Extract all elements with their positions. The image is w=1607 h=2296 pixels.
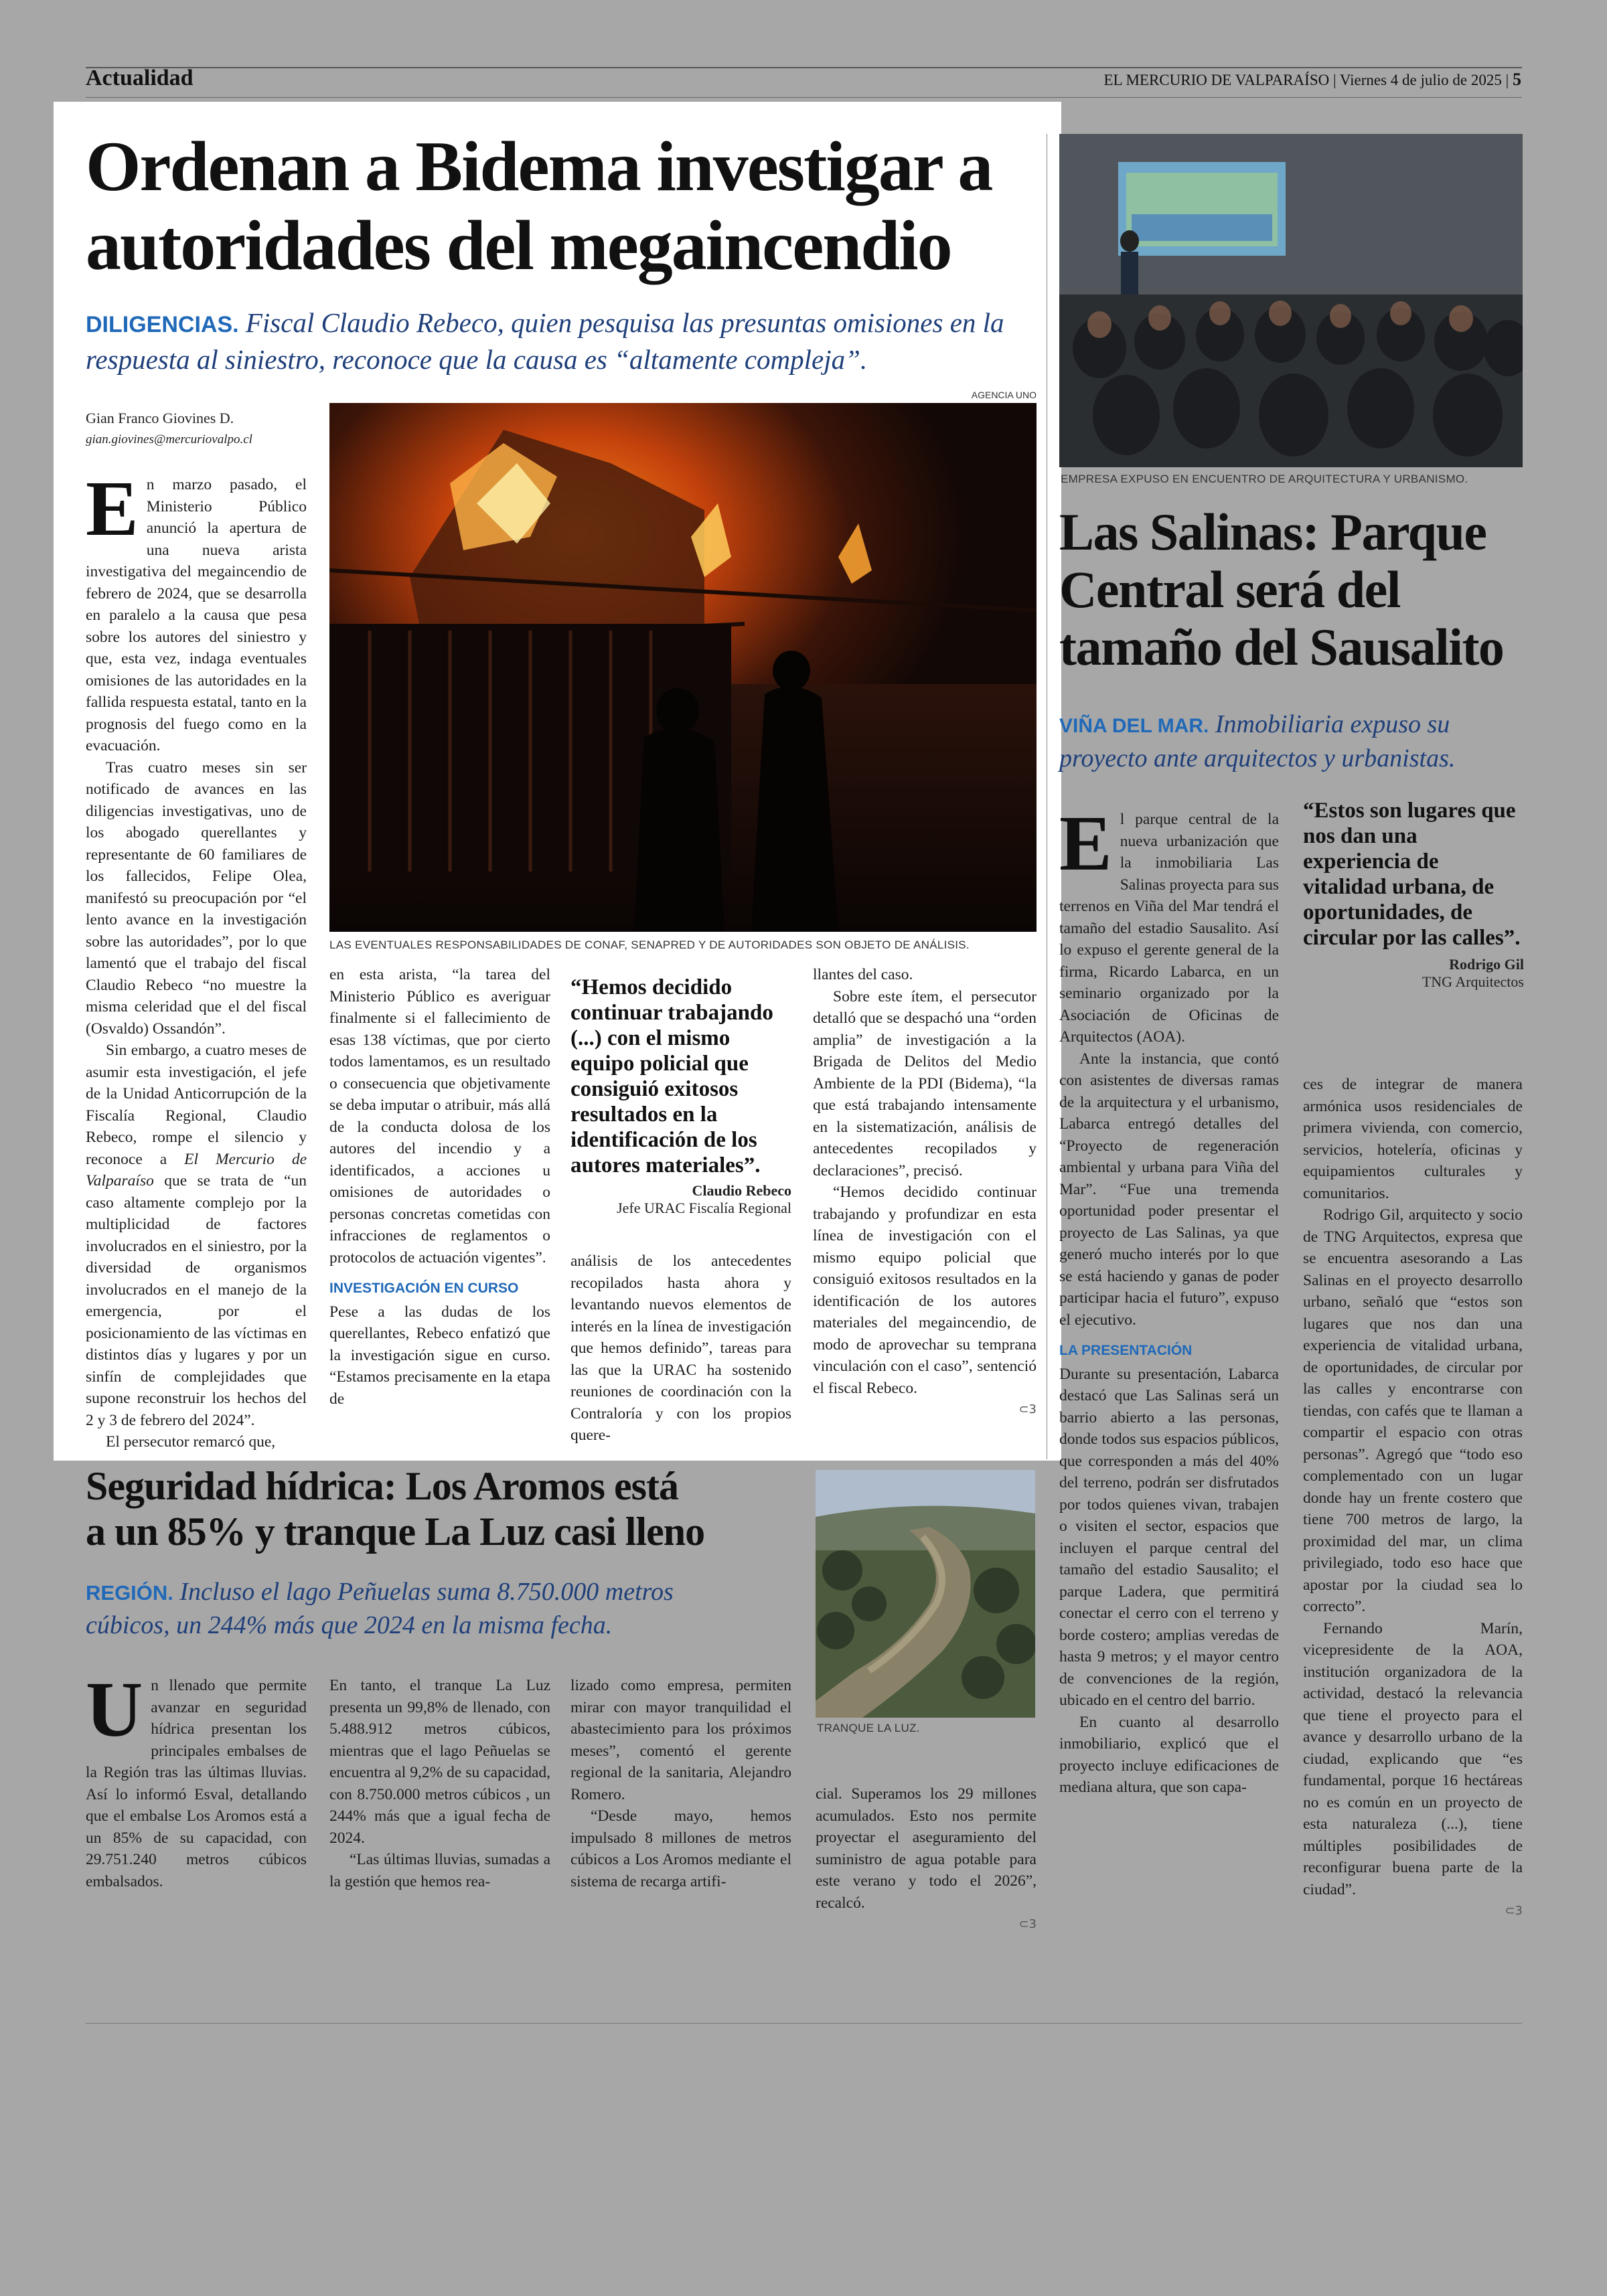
main-col1-p2: Tras cuatro meses sin ser notificado de avances en las diligencias investigativas, uno de los abogado querellantes y representante de 60 familiares de los fallecidos, Felipe Olea, manifestó su preocupación por “el lento avance en la investigación sobre las autoridades”, por lo que lamentó que el trabajo del fiscal Claudio Rebeco “no muestre la misma celeridad que el del fiscal (Osvaldo) Ossandón”.: [86, 758, 307, 1038]
main-col-1: [86, 465, 307, 1453]
side-headline: [1059, 503, 1528, 676]
water-headline-line2: a un 85% y tranque La Luz casi lleno: [86, 1509, 705, 1554]
side-col1-p4: En cuanto al desarrollo inmobiliario, explicó que el proyecto incluye edificaciones de mediana altura, que son capa-: [1059, 1713, 1279, 1796]
side-subhead-presentacion: LA PRESENTACIÓN: [1059, 1343, 1193, 1358]
page-number: 5: [1513, 70, 1521, 89]
water-col-2: [329, 1675, 550, 1892]
main-headline: [86, 127, 1063, 285]
tranque-photo: [816, 1470, 1035, 1718]
side-col1-p3: Durante su presentación, Labarca destacó que Las Salinas será un barrio abierto a las personas, donde todos sus espacios públicos, que corresponden a más del 40% del terreno, podrán ser disfrutados por todos quienes vivan, trabajen o visiten el sector, espacios que incluyen el parque central del tamaño del estadio Sausalito; el parque Ladera, que permitirá conectar el cerro con el terreno y borde costero; amplias veredas de hasta 9 metros; y el mayor centro de convenciones de la región, ubicado en el centro del barrio.: [1059, 1365, 1279, 1709]
pull-quote-text: “Hemos decidido continuar trabajando (...) con el mismo equipo policial que consiguió exitosos resultados en la identificación de los autores materiales”.: [570, 975, 773, 1177]
section-label: Actualidad: [86, 66, 194, 90]
side-dropcap: E: [1059, 799, 1112, 887]
main-col-3: [570, 1250, 791, 1447]
photo-credit: AGENCIA UNO: [971, 390, 1037, 400]
main-headline-line2: autoridades del megaincendio: [86, 206, 951, 284]
masthead: [718, 70, 1521, 90]
water-end-mark: ⊂3: [1018, 1917, 1037, 1931]
side-end-mark: ⊂3: [1505, 1904, 1523, 1918]
water-col-1: [86, 1665, 307, 1892]
seminar-photo-caption: EMPRESA EXPUSO EN ENCUENTRO DE ARQUITECTURA Y URBANISMO.: [1061, 473, 1468, 485]
water-dropcap: U: [86, 1665, 143, 1753]
side-col2-p2: Rodrigo Gil, arquitecto y socio de TNG Arquitectos, expresa que se encuentra asesorando a Las Salinas en el proyecto desarrollo urbano, señaló que “estos son lugares que nos dan una experiencia de vitalidad urbana, de oportunidades, de circular por las calles y encontrarse con tiendas, con cafés que te llaman a compartir el espacio con otras personas”. Agregó que “todo eso complementado con un lugar donde hay un frente costero que tiene 700 metros de largo, la proximidad del mar, un clima privilegiado, todo eso hace que apostar por la ciudad sea lo correcto”.: [1303, 1206, 1523, 1615]
main-deck-line2: respuesta al siniestro, reconoce que la causa es “altamente compleja”.: [86, 344, 868, 375]
tranque-photo-image: [816, 1470, 1035, 1718]
issue-date: | Viernes 4 de julio de 2025 |: [1332, 72, 1509, 88]
water-col3-p1: lizado como empresa, permiten mirar con mayor tranquilidad el abastecimiento para los próximos meses”, comentó el gerente regional de la sanitaria, Alejandro Romero.: [570, 1677, 791, 1803]
main-col1-p1: n marzo pasado, el Ministerio Público anunció la apertura de una nueva arista investigativa del megaincendio de febrero de 2024, que se desarrolla en paralelo a la causa que pesa sobre los autores del siniestro y que, esta vez, indaga eventuales omisiones de las autoridades en la fallida respuesta estatal, tanto en la prognosis del fuego como en la evacuación.: [86, 476, 307, 754]
side-col2-p3: Fernando Marín, vicepresidente de la AOA, institución organizadora de la actividad, destacó la relevancia que tiene el proyecto para el avance y desarrollo urbano de la ciudad, explicando que “es fundamental, porque 16 hectáreas no es común en un proyecto de esta naturaleza (...), tiene múltiples posibilidades de reconfigurar buena parte de la ciudad”.: [1303, 1619, 1523, 1898]
main-col3-p1: análisis de los antecedentes recopilados hasta ahora y levantando nuevos elementos de interés en la línea de investigación que hemos definido”, tareas para las que la URAC ha sostenido reuniones de coordinación con la Contraloría y con los propios quere-: [570, 1252, 791, 1444]
header-top-rule: [86, 67, 1522, 68]
fire-photo-caption: LAS EVENTUALES RESPONSABILIDADES DE CONAF, SENAPRED Y DE AUTORIDADES SON OBJETO DE ANÁLISIS.: [329, 938, 970, 951]
main-col-4: [813, 964, 1037, 1421]
water-col2-p1: En tanto, el tranque La Luz presenta un 99,8% de llenado, con 5.488.912 metros cúbicos, mientras que el lago Peñuelas se encuentra al 9,2% de su capacidad, con 8.750.000 metros cúbicos , un 244% más que a igual fecha de 2024.: [329, 1677, 550, 1847]
water-kicker: REGIÓN.: [86, 1581, 173, 1605]
pull-quote-author: Claudio Rebeco: [692, 1182, 791, 1199]
water-col1-p1: n llenado que permite avanzar en seguridad hídrica presentan los principales embalses de la Región tras las últimas lluvias. Así lo informó Esval, detallando que el embalse Los Aromos está a un 85% de su capacidad, con 29.751.240 metros cúbicos embalsados.: [86, 1677, 307, 1890]
main-col1-p3: [86, 1040, 307, 1431]
main-col1-p3a: Sin embargo, a cuatro meses de asumir esta investigación, el jefe de la Unidad Anticorrupción de la Fiscalía Regional, Claudio Rebeco, rompe el silencio y reconoce a: [86, 1042, 307, 1168]
water-headline: [86, 1463, 795, 1554]
side-headline-line1: Las Salinas: Parque: [1059, 503, 1486, 561]
side-kicker: VIÑA DEL MAR.: [1059, 715, 1209, 737]
side-col1-p1: l parque central de la nueva urbanización que la inmobiliaria Las Salinas proyecta para sus terrenos en Viña del Mar tendrá el tamaño del estadio Sausalito. Así lo expuso el gerente general de la firma, Ricardo Labarca, en un seminario organizado por la Asociación de Oficinas de Arquitectos (AOA).: [1059, 811, 1279, 1046]
byline: [86, 410, 307, 447]
side-quote-role: TNG Arquitectos: [1422, 973, 1524, 990]
water-headline-line1: Seguridad hídrica: Los Aromos está: [86, 1464, 678, 1508]
main-col4-p1: llantes del caso.: [813, 966, 913, 983]
main-col-2: [329, 964, 550, 1410]
main-col1-p3b: que se trata de “un caso altamente complejo por la multiplicidad de factores involucrados en el siniestro, por la diversidad de organismos involucrados en el manejo de la emergencia, por el posicionamiento de las víctimas en distintos días y lugares y por un sinfín de complejidades que supone reconstruir los hechos del 2 y 3 de febrero del 2024”.: [86, 1172, 307, 1429]
author-email[interactable]: gian.giovines@mercuriovalpo.cl: [86, 432, 252, 446]
side-col-1: [1059, 799, 1279, 1799]
main-dropcap: E: [86, 465, 139, 552]
seminar-photo: [1059, 134, 1523, 467]
side-deck: [1059, 708, 1528, 774]
side-col2-p1: ces de integrar de manera armónica usos residenciales de primera vivienda, con comercio, servicios, hotelería, oficinas y equipamientos culturales y comunitarios.: [1303, 1076, 1523, 1202]
water-col4-p1: cial. Superamos los 29 millones acumulados. Esto nos permite proyectar el aseguramiento del suministro de agua potable para este verano y todo el 2026”, recalcó.: [816, 1785, 1037, 1912]
paper-name: EL MERCURIO DE VALPARAÍSO: [1103, 72, 1330, 88]
main-col4-p3: “Hemos decidido continuar trabajando y profundizar en esta línea de investigación con el mismo equipo policial que consiguió exitosos resultados en la identificación de los autores materiales del megaincendio, de modo de aprovechar su temprana vinculación con el caso”, sentenció el fiscal Rebeco.: [813, 1183, 1037, 1397]
fire-photo-image: [329, 403, 1037, 932]
water-col3-p2: “Desde mayo, hemos impulsado 8 millones de metros cúbicos a Los Aromos mediante el sistema de recarga artifi-: [570, 1807, 791, 1890]
main-deck-line1: Fiscal Claudio Rebeco, quien pesquisa las presuntas omisiones en la: [245, 307, 1004, 338]
water-deck-line1: Incluso el lago Peñuelas suma 8.750.000 metros: [179, 1578, 674, 1606]
main-pull-quote: [570, 975, 791, 1217]
newspaper-name-italic: El Mercurio de Valparaíso: [86, 1150, 307, 1190]
main-end-mark: ⊂3: [1018, 1402, 1037, 1416]
header-bottom-rule: [86, 97, 1522, 98]
water-col2-p2: “Las últimas lluvias, sumadas a la gestión que hemos rea-: [329, 1851, 550, 1890]
water-col-3: [570, 1675, 791, 1892]
main-col2-p1: en esta arista, “la tarea del Ministerio Público es averiguar finalmente si el fallecimiento de esas 138 víctimas, que por cierto todos lamentamos, es un resultado o consecuencia que objetivamente se deba imputar o atribuir, más allá de la conducta dolosa de los autores del incendio y a identificados, a acciones u omisiones de autoridades o personas concretas cometidas con infracciones de reglamentos o protocolos de actuación vigentes”.: [329, 966, 550, 1266]
main-subhead-investigacion: INVESTIGACIÓN EN CURSO: [329, 1281, 519, 1296]
side-deck-line1: Inmobiliaria expuso su: [1215, 710, 1450, 738]
side-headline-line3: tamaño del Sausalito: [1059, 618, 1504, 676]
page-bottom-rule: [86, 2023, 1522, 2024]
main-kicker: DILIGENCIAS.: [86, 312, 239, 337]
pull-quote-role: Jefe URAC Fiscalía Regional: [617, 1200, 791, 1216]
side-col-2: [1303, 1074, 1523, 1922]
side-pull-quote: [1303, 798, 1524, 991]
tranque-photo-caption: TRANQUE LA LUZ.: [817, 1722, 920, 1734]
fire-photo: [329, 403, 1037, 932]
side-headline-line2: Central será del: [1059, 560, 1400, 619]
side-col1-p2: Ante la instancia, que contó con asistentes de diversas ramas de la arquitectura y el urbanismo, Labarca entregó detalles del “Proyecto de regeneración ambiental y urbana para Viña del Mar”. “Fue una tremenda oportunidad poder presentar el proyecto de Las Salinas, ya que generó mucho interés por lo que se está haciendo y ganas de poder participar hacia el futuro”, expuso el ejecutivo.: [1059, 1050, 1279, 1329]
water-deck: [86, 1576, 795, 1641]
main-deck: [86, 305, 1063, 377]
seminar-photo-image: [1059, 134, 1523, 467]
side-deck-line2: proyecto ante arquitectos y urbanistas.: [1059, 744, 1456, 772]
main-col2-p2: Pese a las dudas de los querellantes, Rebeco enfatizó que la investigación sigue en curso. “Estamos precisamente en la etapa de: [329, 1303, 550, 1408]
side-quote-author: Rodrigo Gil: [1449, 956, 1524, 973]
water-deck-line2: cúbicos, un 244% más que 2024 en la misma fecha.: [86, 1611, 613, 1639]
main-col4-p2: Sobre este ítem, el persecutor detalló que se despachó una “orden amplia” de investigación a la Brigada de Delitos del Medio Ambiente de la PDI (Bidema), “la que está trabajando intensamente en la sistematización, análisis de antecedentes recopilados y declaraciones”, precisó.: [813, 987, 1037, 1179]
author-name: Gian Franco Giovines D.: [86, 410, 234, 426]
main-headline-line1: Ordenan a Bidema investigar a: [86, 127, 992, 206]
water-col-4: [816, 1783, 1037, 1936]
side-quote-text: “Estos son lugares que nos dan una experiencia de vitalidad urbana, de oportunidades, de circular por las calles”.: [1303, 799, 1521, 950]
main-col1-p4: El persecutor remarcó que,: [106, 1433, 276, 1451]
